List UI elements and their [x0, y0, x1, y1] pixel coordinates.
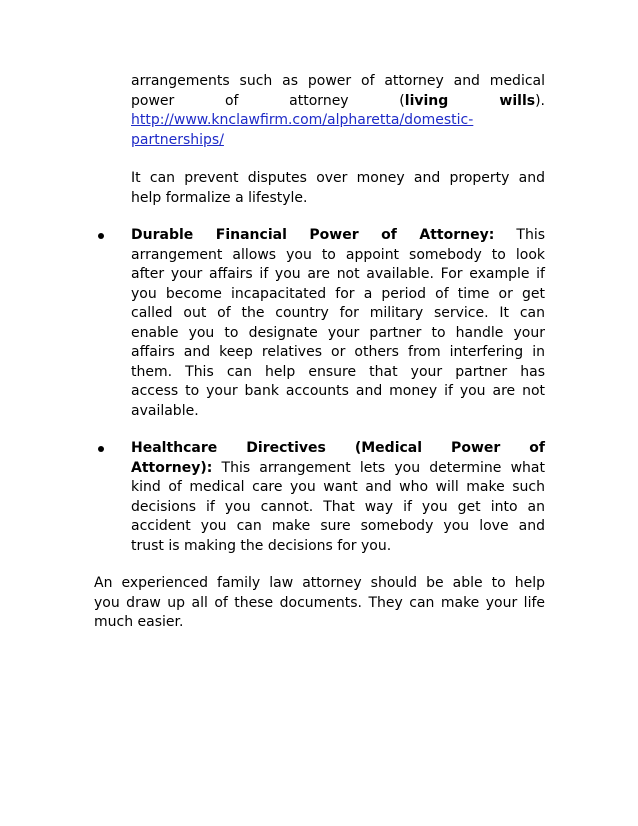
document-page	[94, 72, 545, 633]
body-line	[131, 92, 545, 112]
bullet-icon	[98, 233, 104, 239]
body-line: arrangement allows you to appoint somebody to look	[131, 246, 545, 263]
bullet-title: Durable Financial Power of Attorney:	[131, 227, 495, 243]
paragraph-gap	[131, 150, 545, 169]
body-line: you become incapacitated for a period of time or get	[131, 285, 545, 302]
body-line: help formalize a lifestyle.	[131, 189, 308, 206]
body-line: affairs and keep relatives or others from interfering in	[131, 344, 545, 360]
bullet-heading-line	[131, 226, 545, 246]
bullet-heading-line	[131, 439, 545, 459]
paragraph-gap	[94, 421, 545, 439]
body-line: arrangements such as power of attorney and medical	[131, 73, 545, 89]
text-fragment: This arrangement lets you determine what	[212, 459, 545, 476]
bullet-title: Healthcare Directives (Medical Power of	[131, 440, 545, 456]
body-line: accident you can make sure somebody you love and	[131, 518, 545, 534]
body-line: enable you to designate your partner to handle your	[131, 324, 545, 341]
body-line: available.	[131, 402, 199, 419]
url-link-text[interactable]: partnerships/	[131, 131, 224, 148]
body-line: It can prevent disputes over money and property and	[131, 170, 545, 186]
bullet-heading-line	[131, 459, 545, 479]
bullet-item-durable-financial-poa	[131, 226, 545, 421]
body-line: An experienced family law attorney should be able to help	[94, 575, 545, 591]
body-line: decisions if you cannot. That way if you get into an	[131, 498, 545, 515]
url-link-text[interactable]: http://www.knclawfirm.com/alpharetta/domestic-	[131, 112, 474, 128]
bullet-title: Attorney):	[131, 459, 213, 476]
bullet-icon	[98, 446, 104, 452]
body-line: access to your bank accounts and money if you are not	[131, 383, 545, 399]
url-link[interactable]	[131, 131, 545, 151]
body-line: trust is making the decisions for you.	[131, 537, 392, 554]
text-fragment: ).	[535, 92, 545, 109]
bold-text: living wills	[404, 92, 536, 109]
body-line: called out of the country for military service. It can	[131, 305, 545, 321]
text-fragment: This	[494, 227, 546, 243]
body-line: much easier.	[94, 614, 184, 630]
body-line: after your affairs if you are not available. For example if	[131, 266, 545, 282]
bullet-item-healthcare-directives	[131, 439, 545, 556]
url-link[interactable]	[131, 111, 545, 131]
paragraph-gap	[94, 556, 545, 574]
body-line: them. This can help ensure that your partner has	[131, 363, 545, 380]
body-line: kind of medical care you want and who will make such	[131, 479, 545, 495]
paragraph-gap	[94, 208, 545, 226]
continuation-block	[131, 72, 545, 208]
text-fragment: power of attorney (	[131, 92, 405, 109]
body-line: you draw up all of these documents. They can make your life	[94, 594, 545, 611]
closing-paragraph	[94, 574, 545, 633]
